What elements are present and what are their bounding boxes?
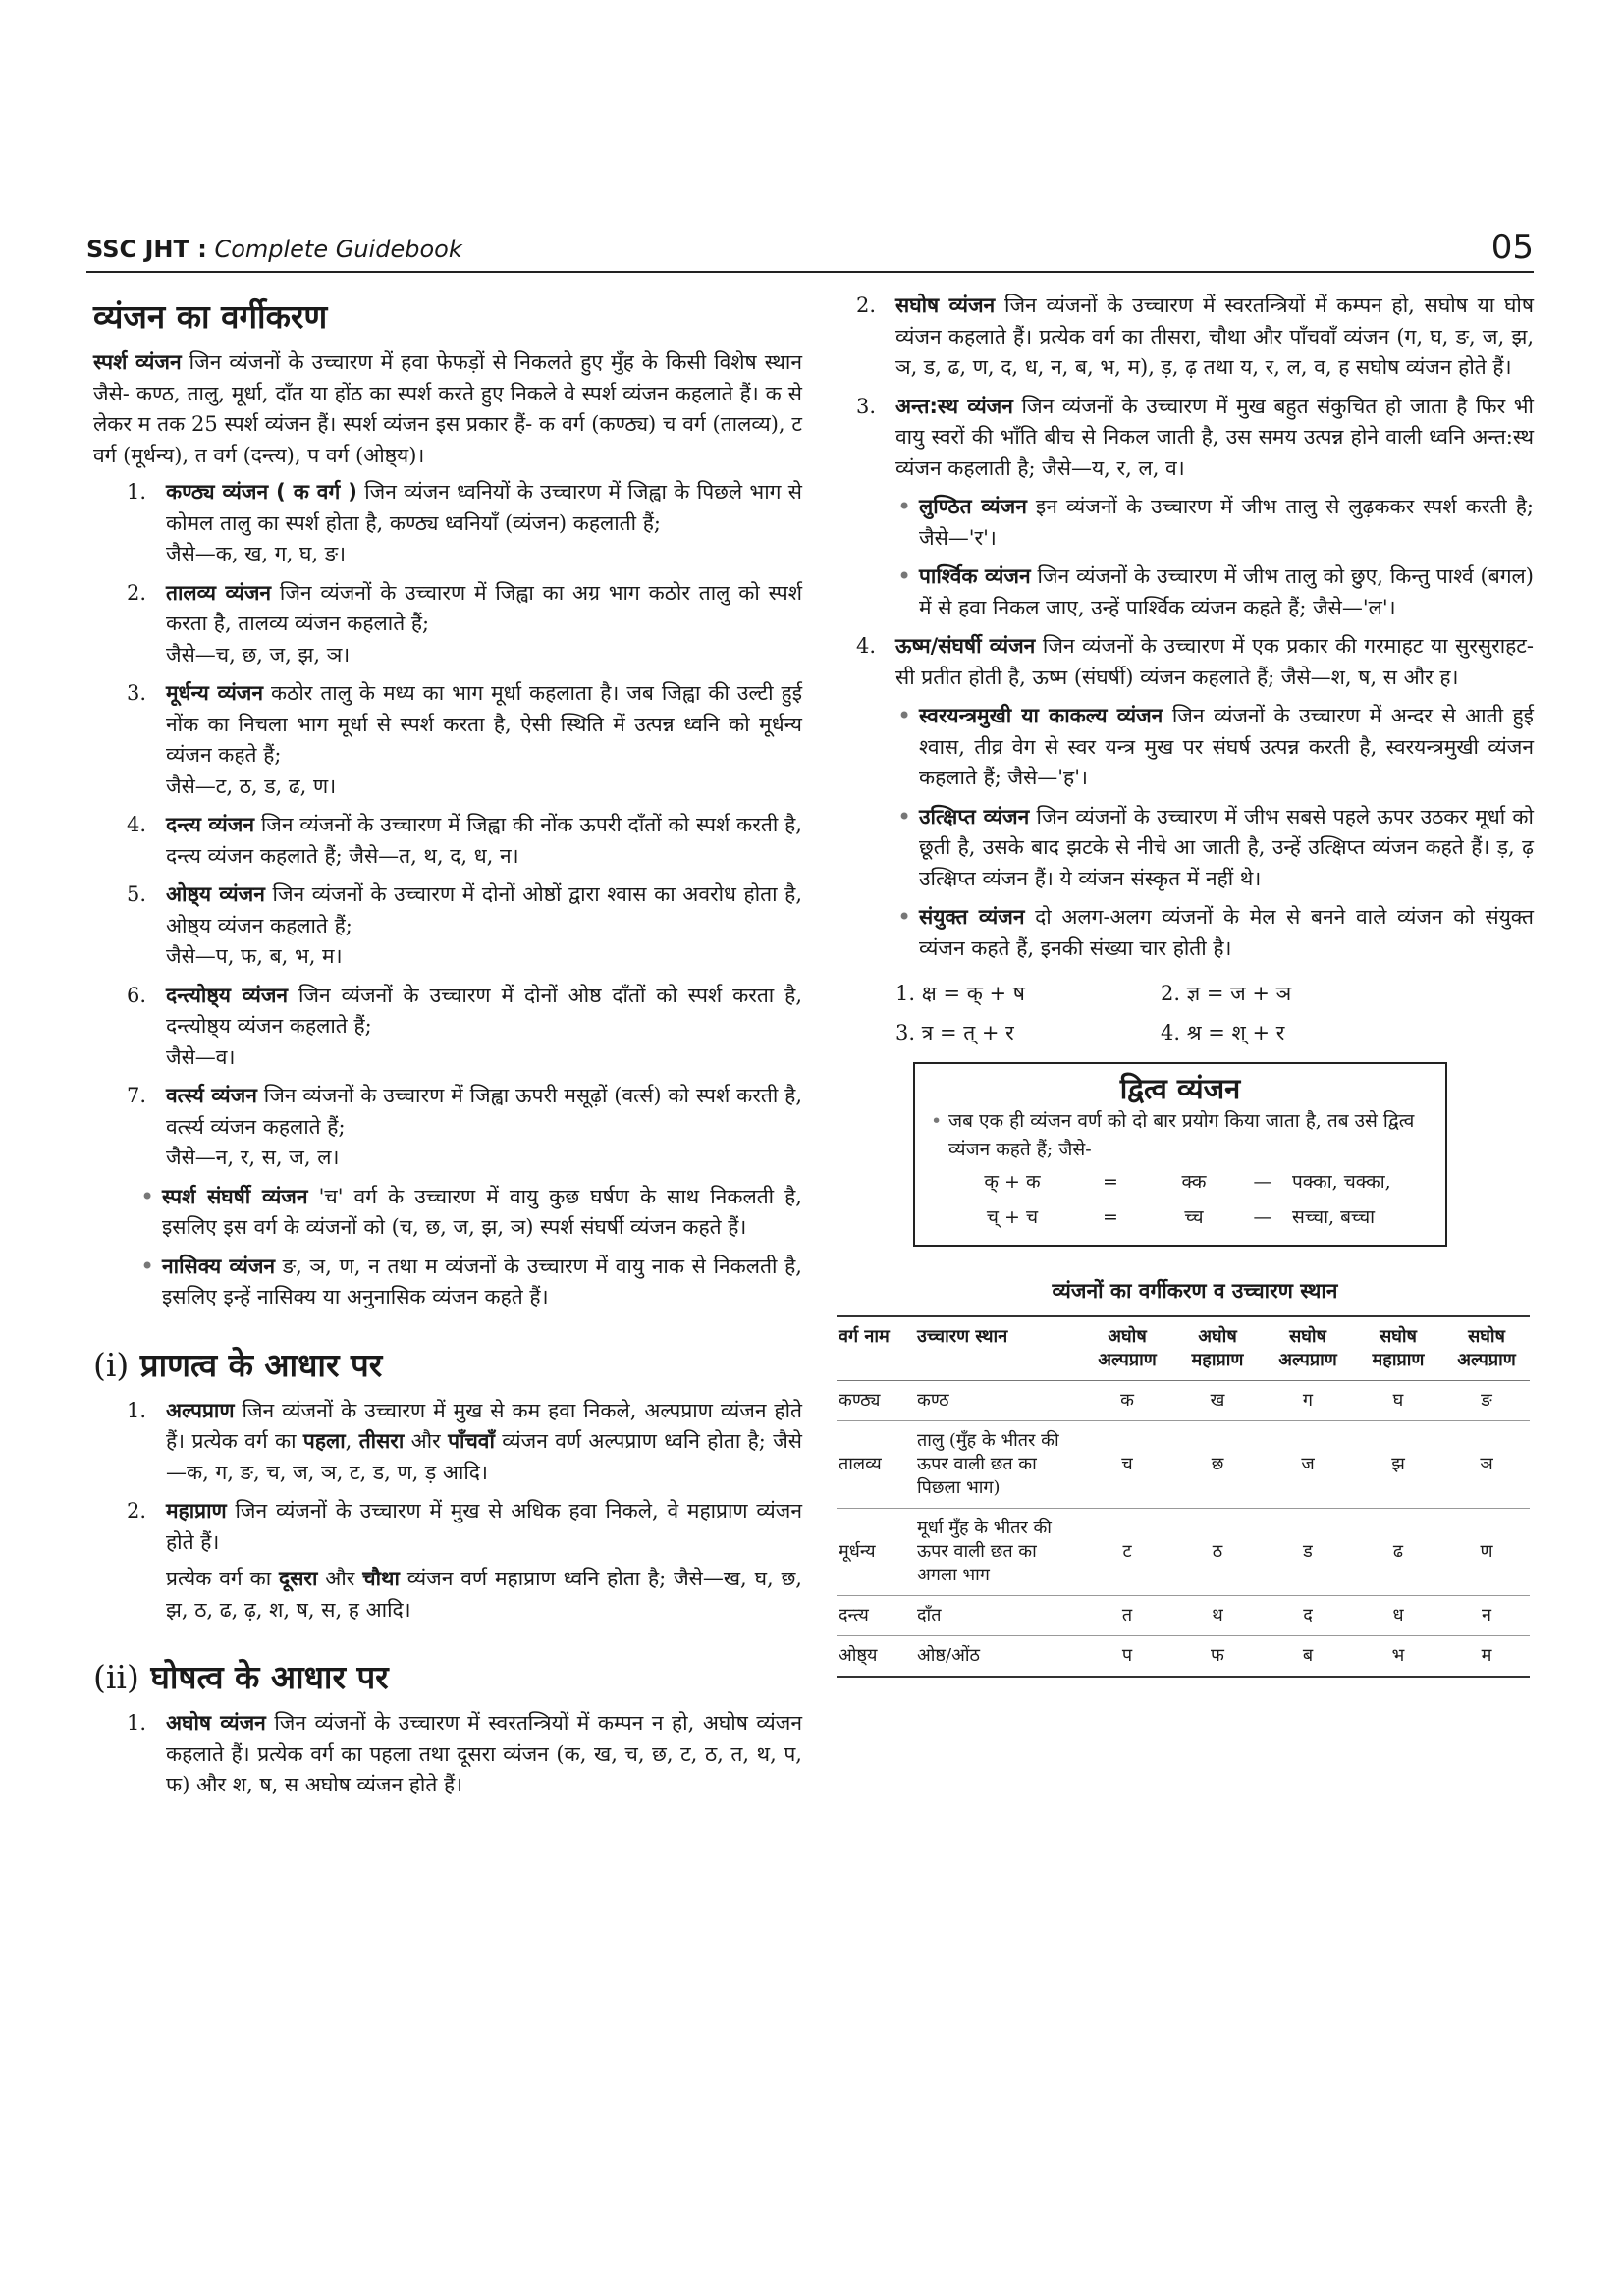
item-number: 3. (127, 681, 147, 705)
table-cell: मूर्धा मुँह के भीतर की ऊपर वाली छत का अगला भाग (915, 1508, 1082, 1595)
bullet-term: उत्क्षिप्त व्यंजन (919, 804, 1030, 828)
list-item (127, 810, 802, 872)
item-number: 3. (856, 394, 877, 418)
item-text: , (345, 1429, 359, 1453)
table-cell: ढ (1353, 1508, 1443, 1595)
item-term: ओष्ठ्य व्यंजन (166, 882, 265, 906)
column-header: सघोष अल्पप्राण (1443, 1316, 1530, 1381)
list-item (127, 981, 802, 1074)
pranatva-list (93, 1396, 802, 1627)
list-item (127, 477, 802, 570)
item-number: 1. (127, 480, 147, 504)
bullet-item (893, 802, 1534, 895)
table-cell: द (1263, 1595, 1353, 1635)
item-number: 5. (127, 882, 147, 906)
bullet-item (893, 902, 1534, 964)
bullet-item (893, 701, 1534, 794)
dvitva-cell: = (1103, 1171, 1118, 1193)
item-number: 6. (127, 983, 147, 1007)
bullet-item (893, 492, 1534, 554)
page-number: 05 (1490, 228, 1534, 267)
page-header (86, 224, 1534, 267)
item-number: 1. (127, 1711, 147, 1735)
table-cell: कण्ठ्य (837, 1380, 915, 1420)
dvitva-cell: क् + क (984, 1171, 1041, 1193)
table-cell: छ (1172, 1420, 1263, 1508)
heading-text: प्राणत्व के आधार पर (129, 1345, 383, 1384)
right-column (839, 285, 1534, 1678)
bullet-text: 'च' वर्ग के उच्चारण में वायु कुछ घर्षण के साथ निकलती है, इसलिए इस वर्ग के व्यंजनों को (च, छ, ज, झ, ञ) स्पर्श संघर्षी व्यंजन कहते हैं। (162, 1184, 802, 1239)
table-caption: व्यंजनों का वर्गीकरण व उच्चारण स्थान (1052, 1279, 1338, 1303)
ghosh-list (856, 291, 1534, 484)
item-text: जिन व्यंजनों के उच्चारण में मुख से कम हवा निकले, अल्पप्राण व्यंजन होते हैं। प्रत्येक वर्ग का (166, 1398, 802, 1453)
item-example: जैसे—प, फ, ब, भ, म। (166, 944, 343, 968)
dvitva-cell: च्च (1184, 1206, 1204, 1228)
table-cell: प (1082, 1635, 1172, 1677)
intro-paragraph (93, 347, 802, 471)
book-subtitle: Complete Guidebook (206, 236, 462, 263)
table-cell: घ (1353, 1380, 1443, 1420)
item-number: 2. (127, 580, 147, 605)
table-cell: तालव्य (837, 1420, 915, 1508)
item-example: जैसे—क, ख, ग, घ, ङ। (166, 542, 347, 565)
table-cell: ट (1082, 1508, 1172, 1595)
column-header: अघोष अल्पप्राण (1082, 1316, 1172, 1381)
table-cell: भ (1353, 1635, 1443, 1677)
table-cell: ङ (1443, 1380, 1530, 1420)
heading-text: घोषत्व के आधार पर (138, 1658, 389, 1696)
list-item (856, 392, 1534, 485)
bullet-term: लुण्ठित व्यंजन (919, 495, 1027, 518)
table-cell: ओष्ठ/ओंठ (915, 1635, 1082, 1677)
item-bold: दूसरा (279, 1567, 318, 1590)
table-cell: ख (1172, 1380, 1263, 1420)
item-number: 7. (127, 1084, 147, 1107)
item-term: अन्त:स्थ व्यंजन (895, 394, 1013, 418)
bullet-item (136, 1252, 802, 1313)
ushma-bullets (856, 701, 1534, 964)
table-cell: ग (1263, 1380, 1353, 1420)
section-heading-ghoshatva (93, 1657, 802, 1698)
left-column (93, 285, 802, 1809)
bullet-item (136, 1182, 802, 1244)
item-text: प्रत्येक वर्ग का (166, 1567, 280, 1590)
item-text: जिन व्यंजन ध्वनियों के उच्चारण में जिह्वा के पिछले भाग से कोमल तालु का स्पर्श होता है, कण्ठ्य ध्वनियाँ (व्यंजन) कहलाती हैं; (166, 480, 802, 535)
header-rule (86, 271, 1534, 273)
bullet-text: जिन व्यंजनों के उच्चारण में अन्दर से आती हुई श्वास, तीव्र वेग से स्वर यन्त्र मुख पर संघर्ष उत्पन्न करती है, स्वरयन्त्रमुखी व्यंजन कहलाते हैं; जैसे—'ह'। (919, 704, 1534, 789)
bullet-text: ङ, ञ, ण, न तथा म व्यंजनों के उच्चारण में वायु नाक से निकलती है, इसलिए इन्हें नासिक्य या अनुनासिक व्यंजन कहते हैं। (162, 1254, 802, 1308)
item-term: अल्पप्राण (166, 1398, 235, 1422)
conjunct-item: 1. क्ष = क् + ष (895, 982, 1025, 1005)
item-term: अघोष व्यंजन (166, 1711, 266, 1735)
dvitva-cell: च् + च (986, 1206, 1039, 1228)
bullet-term: संयुक्त व्यंजन (919, 905, 1025, 929)
table-row (837, 1595, 1530, 1635)
item-text: जिन व्यंजनों के उच्चारण में एक प्रकार की गरमाहट या सुरसुराहट-सी प्रतीत होती है, ऊष्म (संघर्षी) व्यंजन कहलाते हैं; जैसे—श, ष, स और ह। (895, 634, 1534, 689)
list-item (127, 1081, 802, 1174)
dvitva-cell: पक्का, चक्का, (1292, 1171, 1391, 1193)
dvitva-cell: सच्चा, बच्चा (1292, 1206, 1376, 1228)
heading-number: (i) (93, 1345, 130, 1384)
heading-number: (ii) (93, 1658, 139, 1696)
table-cell: ड (1263, 1508, 1353, 1595)
section-heading-classification: व्यंजन का वर्गीकरण (93, 297, 328, 336)
item-text: जिन व्यंजनों के उच्चारण में स्वरतन्त्रियों में कम्पन न हो, अघोष व्यंजन कहलाते हैं। प्रत्येक वर्ग का पहला तथा दूसरा व्यंजन (क, ख, च, छ, ट, ठ, त, थ, प, फ) और श, ष, स अघोष व्यंजन होते हैं। (166, 1711, 802, 1796)
dvitva-title: द्वित्व व्यंजन (1119, 1072, 1241, 1105)
item-text: व्यंजन वर्ण महाप्राण ध्वनि होता है; जैसे—ख, घ, छ, झ, ठ, ढ, ढ़, श, ष, स, ह आदि। (166, 1567, 802, 1622)
item-text: जिन व्यंजनों के उच्चारण में दोनों ओष्ठों द्वारा श्वास का अवरोध होता है, ओष्ठ्य व्यंजन कहलाते हैं; (166, 882, 802, 937)
bullet-term: स्पर्श संघर्षी व्यंजन (162, 1184, 308, 1208)
list-item (127, 578, 802, 671)
table-cell: ण (1443, 1508, 1530, 1595)
dvitva-description: • जब एक ही व्यंजन वर्ण को दो बार प्रयोग किया जाता है, तब उसे द्वित्व व्यंजन कहते हैं; जैसे- (929, 1107, 1432, 1164)
book-title-main: SSC JHT : (86, 236, 207, 263)
dvitva-cell: = (1103, 1206, 1118, 1228)
item-term: महाप्राण (166, 1499, 227, 1522)
dvitva-cell: — (1253, 1206, 1272, 1228)
column-header: उच्चारण स्थान (915, 1316, 1082, 1381)
table-cell: म (1443, 1635, 1530, 1677)
item-term: वर्त्स्य व्यंजन (166, 1084, 257, 1107)
antastha-bullets (856, 492, 1534, 623)
list-item (856, 631, 1534, 693)
bullet-text: दो अलग-अलग व्यंजनों के मेल से बनने वाले व्यंजन को संयुक्त व्यंजन कहते हैं, इनकी संख्या चार होती है। (919, 905, 1534, 960)
table-cell: च (1082, 1420, 1172, 1508)
list-item (127, 1396, 802, 1489)
table-header-row (837, 1316, 1530, 1381)
column-header: अघोष महाप्राण (1172, 1316, 1263, 1381)
conjunct-item: 2. ज्ञ = ज + ञ (1161, 982, 1292, 1005)
table-cell: फ (1172, 1635, 1263, 1677)
classification-table (837, 1315, 1530, 1678)
sparsh-bullets (93, 1182, 802, 1313)
dvitva-cell: — (1253, 1171, 1272, 1193)
item-text: जिन व्यंजनों के उच्चारण में दोनों ओष्ठ दाँतों को स्पर्श करता है, दन्त्योष्ठ्य व्यंजन कहलाते हैं; (166, 983, 802, 1038)
table-cell: मूर्धन्य (837, 1508, 915, 1595)
table-cell: ज (1263, 1420, 1353, 1508)
list-item (127, 1496, 802, 1626)
bullet-text: इन व्यंजनों के उच्चारण में जीभ तालु से लुढ़ककर स्पर्श करती है; जैसे—'र'। (919, 495, 1534, 550)
bullet-term: नासिक्य व्यंजन (162, 1254, 276, 1278)
item-text: जिन व्यंजनों के उच्चारण में स्वरतन्त्रियों में कम्पन हो, सघोष या घोष व्यंजन कहलाते हैं। प्रत्येक वर्ग का तीसरा, चौथा और पाँचवाँ व्यंजन (ग, घ, ङ, ज, झ, ञ, ड, ढ, ण, द, ध, न, ब, भ, म), ड़, ढ़ तथा य, र, ल, व, ह सघोष व्यंजन होते हैं। (895, 294, 1534, 379)
table-cell: ओष्ठ्य (837, 1635, 915, 1677)
table-cell: ध (1353, 1595, 1443, 1635)
table-row (837, 1635, 1530, 1677)
column-header: सघोष महाप्राण (1353, 1316, 1443, 1381)
table-cell: त (1082, 1595, 1172, 1635)
item-bold: पहला (302, 1429, 346, 1453)
table-row (837, 1380, 1530, 1420)
list-item (127, 678, 802, 802)
item-text: जिन व्यंजनों के उच्चारण में जिह्वा की नोंक ऊपरी दाँतों को स्पर्श करती है, दन्त्य व्यंजन कहलाते हैं; जैसे—त, थ, द, ध, न। (166, 813, 802, 868)
item-term: कण्ठ्य व्यंजन ( क वर्ग ) (166, 480, 357, 504)
bullet-text: जिन व्यंजनों के उच्चारण में जीभ तालु को छुए, किन्तु पार्श्व (बगल) में से हवा निकल जाए, उन्हें पार्श्विक व्यंजन कहते हैं; जैसे—'ल'। (919, 564, 1534, 619)
item-text: जिन व्यंजनों के उच्चारण में मुख से अधिक हवा निकले, वे महाप्राण व्यंजन होते हैं। (166, 1499, 802, 1554)
bullet-text: जिन व्यंजनों के उच्चारण में जीभ सबसे पहले ऊपर उठकर मूर्धा को छूती है, उसके बाद झटके से नीचे आ जाती है, उन्हें उत्क्षिप्त व्यंजन कहते हैं। ड़, ढ़ उत्क्षिप्त व्यंजन हैं। ये व्यंजन संस्कृत में नहीं थे। (919, 804, 1534, 890)
dvitva-box (913, 1062, 1447, 1247)
dvitva-cell: क्क (1181, 1171, 1207, 1193)
item-text: जिन व्यंजनों के उच्चारण में जिह्वा का अग्र भाग कठोर तालु को स्पर्श करता है, तालव्य व्यंजन कहलाते हैं; (166, 580, 802, 635)
conjunct-item: 4. श्र = श् + र (1161, 1021, 1285, 1044)
item-bold: तीसरा (358, 1429, 405, 1453)
item-term: तालव्य व्यंजन (166, 580, 272, 605)
bullet-term: स्वरयन्त्रमुखी या काकल्य व्यंजन (919, 704, 1163, 727)
item-number: 2. (856, 294, 877, 317)
table-row (837, 1420, 1530, 1508)
item-number: 4. (127, 813, 147, 836)
table-cell: तालु (मुँह के भीतर की ऊपर वाली छत का पिछला भाग) (915, 1420, 1082, 1508)
item-text: जिन व्यंजनों के उच्चारण में मुख बहुत संकुचित हो जाता है फिर भी वायु स्वरों की भाँति बीच से निकल जाती है, उस समय उत्पन्न होने वाली ध्वनि अन्त:स्थ व्यंजन कहलाती है; जैसे—य, र, ल, व। (895, 394, 1534, 480)
table-cell: न (1443, 1595, 1530, 1635)
book-title (86, 236, 462, 263)
list-item (856, 291, 1534, 384)
table-cell: दन्त्य (837, 1595, 915, 1635)
table-cell: ञ (1443, 1420, 1530, 1508)
item-number: 2. (127, 1499, 147, 1522)
item-bold: पाँचवाँ (448, 1429, 495, 1453)
dvitva-example-row (958, 1200, 1432, 1235)
column-header: सघोष अल्पप्राण (1263, 1316, 1353, 1381)
dvitva-example-row (958, 1164, 1432, 1200)
item-example: जैसे—न, र, स, ज, ल। (166, 1146, 340, 1169)
bullet-term: पार्श्विक व्यंजन (919, 564, 1031, 588)
item-example: जैसे—च, छ, ज, झ, ञ। (166, 642, 351, 667)
intro-term: स्पर्श व्यंजन (93, 350, 182, 374)
column-header: वर्ग नाम (837, 1316, 915, 1381)
item-text: और (404, 1429, 449, 1453)
item-term: दन्त्योष्ठ्य व्यंजन (166, 983, 289, 1007)
item-bold: चौथा (362, 1567, 400, 1590)
item-text: जिन व्यंजनों के उच्चारण में जिह्वा ऊपरी मसूढ़ों (वर्त्स) को स्पर्श करती है, वर्त्स्य व्यंजन कहलाते हैं; (166, 1084, 802, 1139)
item-term: मूर्धन्य व्यंजन (166, 681, 264, 705)
item-term: ऊष्म/संघर्षी व्यंजन (895, 634, 1036, 658)
item-term: सघोष व्यंजन (895, 294, 996, 317)
section-heading-pranatva (93, 1345, 802, 1386)
ghoshatva-list (93, 1708, 802, 1801)
intro-text: जिन व्यंजनों के उच्चारण में हवा फेफड़ों से निकलते हुए मुँह के किसी विशेष स्थान जैसे- कण्ठ, तालु, मूर्धा, दाँत या होंठ का स्पर्श करते हुए निकले वे स्पर्श व्यंजन कहलाते हैं। क से लेकर म तक 25 स्पर्श व्यंजन हैं। स्पर्श व्यंजन इस प्रकार हैं- क वर्ग (कण्ठ्य) च वर्ग (तालव्य), ट वर्ग (मूर्धन्य), त वर्ग (दन्त्य), प वर्ग (ओष्ठ्य)। (93, 350, 802, 467)
conjunct-grid (895, 974, 1534, 1052)
list-item (127, 880, 802, 973)
item-number: 1. (127, 1398, 147, 1422)
ushma-list (856, 631, 1534, 693)
item-number: 4. (856, 634, 877, 658)
table-cell: ठ (1172, 1508, 1263, 1595)
item-text: व्यंजन वर्ण अल्पप्राण ध्वनि होता है; जैसे—क, ग, ङ, च, ज, ञ, ट, ड, ण, ड़ आदि। (166, 1429, 802, 1484)
item-text: और (317, 1567, 363, 1590)
item-term: दन्त्य व्यंजन (166, 813, 254, 836)
table-cell: क (1082, 1380, 1172, 1420)
item-text: कठोर तालु के मध्य का भाग मूर्धा कहलाता है। जब जिह्वा की उल्टी हुई नोंक का निचला भाग मूर्धा से स्पर्श करता है, ऐसी स्थिति में उत्पन्न ध्वनि को मूर्धन्य व्यंजन कहते हैं; (166, 681, 802, 767)
sparsh-list (93, 477, 802, 1174)
table-cell: थ (1172, 1595, 1263, 1635)
list-item (127, 1708, 802, 1801)
table-cell: ब (1263, 1635, 1353, 1677)
item-example: जैसे—ट, ठ, ड, ढ, ण। (166, 774, 337, 798)
conjunct-item: 3. त्र = त् + र (895, 1021, 1014, 1044)
item-subparagraph (166, 1564, 802, 1626)
bullet-item (893, 561, 1534, 623)
table-cell: दाँत (915, 1595, 1082, 1635)
table-cell: कण्ठ (915, 1380, 1082, 1420)
table-cell: झ (1353, 1420, 1443, 1508)
item-example: जैसे—व। (166, 1044, 236, 1069)
table-row (837, 1508, 1530, 1595)
